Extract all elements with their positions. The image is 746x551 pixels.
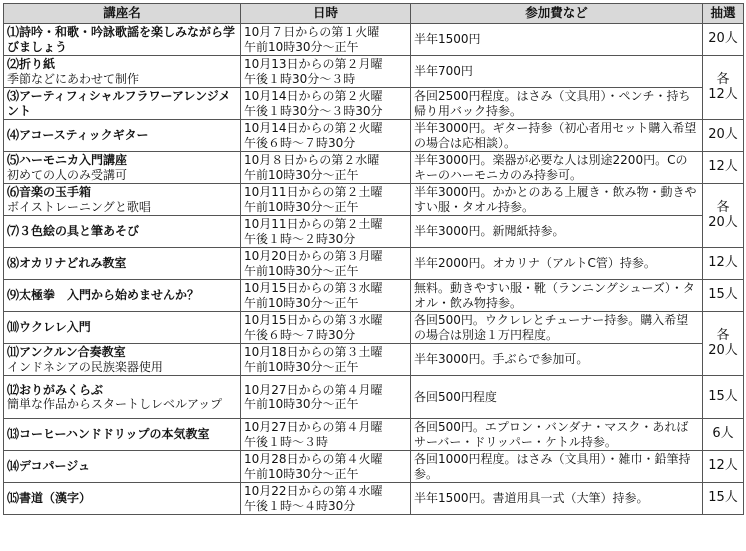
schedule-cell [241, 24, 411, 56]
lottery-cell: 12人 [703, 451, 744, 483]
course-cell [4, 216, 241, 248]
course-cell [4, 280, 241, 312]
schedule-time: 午後６時～７時30分 [244, 135, 356, 150]
course-name: ⑴詩吟・和歌・吟詠歌謡を楽しみながら学びましょう [7, 25, 236, 54]
course-name: ⑵折り紙 [7, 57, 56, 71]
schedule-cell [241, 184, 411, 216]
table-header-row [4, 4, 744, 24]
course-name: ⑿おりがみくらぶ [7, 382, 104, 397]
schedule-time: 午前10時30分～正午 [244, 199, 359, 214]
schedule-time: 午後１時30分～３時 [244, 71, 356, 86]
table-row [4, 280, 744, 312]
schedule-cell [241, 376, 411, 419]
schedule-date: 10月13日からの第２月曜 [244, 57, 383, 71]
fee-cell: 半年3000円。楽器が必要な人は別途2200円。Cのキーのハーモニカのみ持参可。 [411, 152, 703, 184]
fee-cell: 各回500円程度 [411, 376, 703, 419]
schedule-cell [241, 248, 411, 280]
schedule-time: 午前10時30分～正午 [244, 466, 359, 481]
table-row [4, 24, 744, 56]
course-name: ⑼太極拳 入門から始めませんか？ [7, 288, 200, 303]
fee-cell: 半年3000円。手ぶらで参加可。 [411, 344, 703, 376]
fee-cell: 半年2000円。オカリナ（アルトC管）持参。 [411, 248, 703, 280]
header-lottery: 抽選 [703, 4, 744, 24]
schedule-cell [241, 419, 411, 451]
fee-cell: 半年3000円。かかとのある上履き・飲み物・動きやすい服・タオル持参。 [411, 184, 703, 216]
course-cell [4, 56, 241, 88]
schedule-time: 午前10時30分～正午 [244, 167, 359, 182]
schedule-cell [241, 483, 411, 515]
header-schedule: 日時 [241, 4, 411, 24]
course-name: ⑷アコースティックギター [7, 128, 149, 143]
lottery-capacity: 20人 [708, 342, 738, 358]
schedule-date: 10月14日からの第２火曜 [244, 89, 383, 103]
table-row [4, 248, 744, 280]
course-name: ⒀コーヒーハンドドリップの本気教室 [7, 427, 210, 442]
table-row [4, 419, 744, 451]
schedule-date: 10月８日からの第２水曜 [244, 153, 380, 167]
lottery-cell [703, 184, 744, 248]
schedule-date: 10月18日からの第３土曜 [244, 345, 383, 359]
course-name: ⑶アーティフィシャルフラワーアレンジメント [7, 89, 231, 118]
table-row [4, 483, 744, 515]
course-description: 簡単な作品からスタートしレベルアップ [7, 397, 223, 411]
schedule-cell [241, 88, 411, 120]
table-row [4, 376, 744, 419]
course-cell [4, 419, 241, 451]
schedule-date: 10月15日からの第３水曜 [244, 313, 383, 327]
lottery-cell: 20人 [703, 120, 744, 152]
fee-cell: 各回2500円程度。はさみ（文具用）・ペンチ・持ち帰り用バック持参。 [411, 88, 703, 120]
lottery-cell: 15人 [703, 280, 744, 312]
schedule-cell [241, 344, 411, 376]
course-cell [4, 152, 241, 184]
lottery-capacity: 20人 [708, 214, 738, 230]
schedule-cell [241, 216, 411, 248]
table-row [4, 216, 744, 248]
course-description: インドネシアの民族楽器使用 [7, 359, 163, 374]
fee-cell: 各回1000円程度。はさみ（文具用）・雑巾・鉛筆持参。 [411, 451, 703, 483]
schedule-time: 午前10時30分～正午 [244, 397, 359, 411]
course-cell [4, 120, 241, 152]
course-cell [4, 88, 241, 120]
course-name: ⑻オカリナどれみ教室 [7, 256, 127, 271]
fee-cell: 半年3000円。新聞紙持参。 [411, 216, 703, 248]
course-name: ⒂書道（漢字） [7, 491, 92, 506]
schedule-date: 10月20日からの第３月曜 [244, 249, 383, 263]
schedule-time: 午前10時30分～正午 [244, 295, 359, 310]
schedule-cell [241, 312, 411, 344]
schedule-cell [241, 120, 411, 152]
course-cell [4, 451, 241, 483]
table-row [4, 344, 744, 376]
course-name: ⑽ウクレレ入門 [7, 320, 91, 335]
table-row [4, 88, 744, 120]
schedule-cell [241, 56, 411, 88]
fee-cell: 半年3000円。ギター持参（初心者用セット購入希望の場合は応相談）。 [411, 120, 703, 152]
schedule-date: 10月15日からの第３水曜 [244, 281, 383, 295]
table-row [4, 312, 744, 344]
schedule-date: 10月22日からの第４水曜 [244, 484, 383, 498]
schedule-time: 午後６時～７時30分 [244, 327, 356, 342]
table-row [4, 184, 744, 216]
fee-cell: 半年700円 [411, 56, 703, 88]
schedule-date: 10月11日からの第２土曜 [244, 217, 383, 231]
lottery-capacity: 12人 [708, 86, 738, 102]
schedule-cell [241, 451, 411, 483]
schedule-time: 午後１時30分～３時30分 [244, 103, 383, 118]
course-cell [4, 344, 241, 376]
course-description: 季節などにあわせて制作 [7, 71, 140, 86]
lottery-cell: 15人 [703, 483, 744, 515]
lottery-cell: 20人 [703, 24, 744, 56]
course-cell [4, 248, 241, 280]
course-description: 初めての人のみ受講可 [7, 167, 128, 182]
lottery-cell: 15人 [703, 376, 744, 419]
course-name: ⑸ハーモニカ入門講座 [7, 153, 128, 167]
lottery-cell: 12人 [703, 152, 744, 184]
fee-cell: 半年1500円 [411, 24, 703, 56]
table-row [4, 451, 744, 483]
fee-cell: 各回500円。エプロン・バンダナ・マスク・あればサーバー・ドリッパー・ケトル持参。 [411, 419, 703, 451]
lottery-cell: 12人 [703, 248, 744, 280]
course-table [3, 3, 744, 515]
schedule-time: 午後１時～２時30分 [244, 231, 356, 246]
course-name: ⑹音楽の玉手箱 [7, 185, 92, 199]
schedule-time: 午前10時30分～正午 [244, 359, 359, 374]
fee-cell: 無料。動きやすい服・靴（ランニングシューズ）・タオル・飲み物持参。 [411, 280, 703, 312]
schedule-date: 10月28日からの第４火曜 [244, 452, 383, 466]
schedule-time: 午後１時～４時30分 [244, 498, 356, 513]
course-name: ⒁デコパージュ [7, 459, 91, 474]
course-name: ⑾アンクルン合奏教室 [7, 345, 126, 359]
course-cell [4, 483, 241, 515]
lottery-each-label: 各 [716, 328, 730, 343]
course-description: ボイストレーニングと歌唱 [7, 199, 151, 214]
schedule-date: 10月11日からの第２土曜 [244, 185, 383, 199]
table-row [4, 152, 744, 184]
table-row [4, 56, 744, 88]
table-row [4, 120, 744, 152]
lottery-cell: 6人 [703, 419, 744, 451]
schedule-time: 午前10時30分～正午 [244, 263, 359, 278]
header-course: 講座名 [4, 4, 241, 24]
lottery-each-label: 各 [716, 72, 730, 87]
course-cell [4, 312, 241, 344]
schedule-date: 10月27日からの第４月曜 [244, 382, 383, 397]
course-cell [4, 376, 241, 419]
lottery-cell [703, 56, 744, 120]
schedule-date: 10月27日からの第４月曜 [244, 420, 383, 434]
schedule-date: 10月14日からの第２火曜 [244, 121, 383, 135]
schedule-cell [241, 152, 411, 184]
schedule-cell [241, 280, 411, 312]
course-cell [4, 24, 241, 56]
fee-cell: 各回500円。ウクレレとチューナー持参。購入希望の場合は別途１万円程度。 [411, 312, 703, 344]
schedule-time: 午後１時～３時 [244, 434, 329, 449]
header-fee: 参加費など [411, 4, 703, 24]
course-name: ⑺３色絵の具と筆あそび [7, 224, 140, 239]
schedule-time: 午前10時30分～正午 [244, 39, 359, 54]
lottery-cell [703, 312, 744, 376]
fee-cell: 半年1500円。書道用具一式（大筆）持参。 [411, 483, 703, 515]
schedule-date: 10月７日からの第１火曜 [244, 25, 380, 39]
course-cell [4, 184, 241, 216]
lottery-each-label: 各 [716, 200, 730, 215]
